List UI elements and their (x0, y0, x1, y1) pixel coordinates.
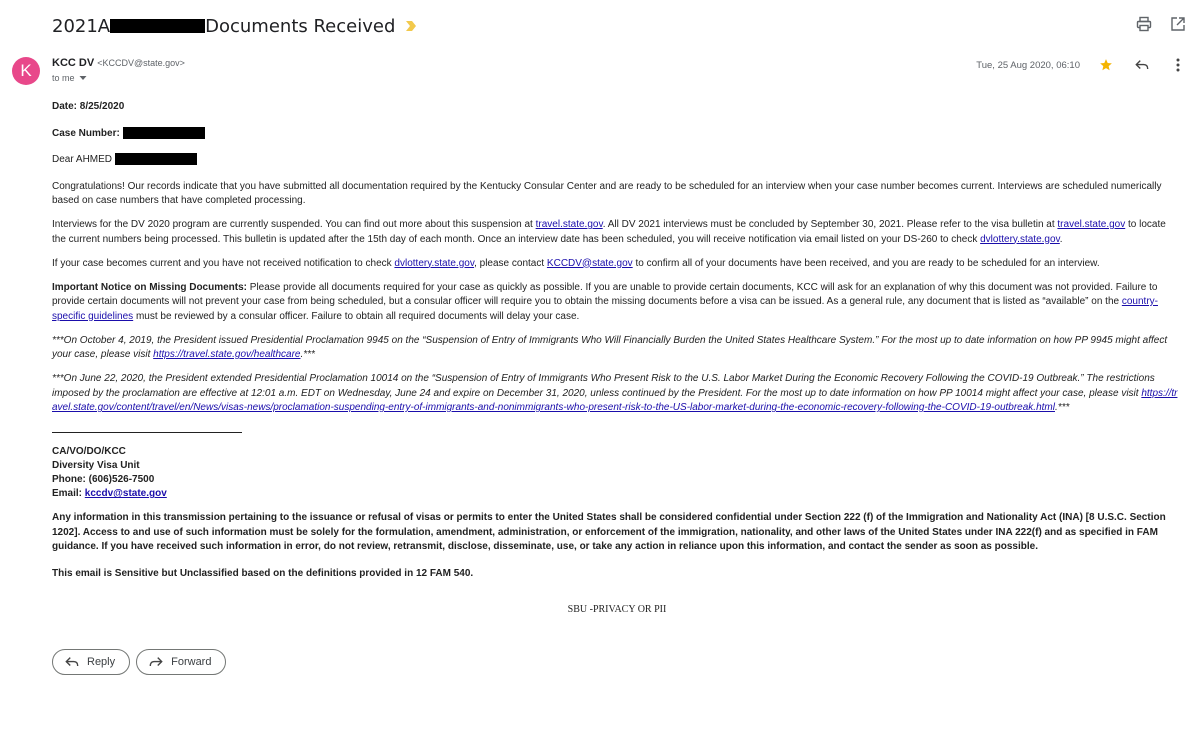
dvlottery-link[interactable]: dvlottery.state.gov (980, 233, 1060, 245)
p2-text-c: to locate the current numbers being processed. This bulletin is updated after the 15th day of each month. Once an interview date has been scheduled, you will receive notification via email listed on your DS-260 to check (52, 219, 1166, 245)
p4-text-a: Please provide all documents required for your case as quickly as possible. If you are unable to provide certain documents, KCC will ask for an explanation of why this document was not provided. Failure to provide certain documents will not prevent your case from being scheduled, but a consular officer will require you to obtain the missing documents before a visa can be issued. As a general rule, any document that is listed as “available” on the (52, 281, 1158, 307)
chevron-down-icon[interactable] (79, 73, 87, 83)
p3-text-a: If your case becomes current and you have not received notification to check (52, 257, 395, 269)
sender-info (52, 57, 185, 69)
sbu-footer: SBU -PRIVACY OR PII (567, 604, 667, 616)
subject-redaction (110, 19, 205, 33)
name-redaction (115, 153, 197, 165)
legal-notice: Any information in this transmission pertaining to the issuance or refusal of visas or permits to enter the United States shall be considered confidential under Section 222 (f) of the Immigration and Nationality Act (INA) [8 U.S.C. Section 1202]. Access to and use of such information must be solely for the formulation, amendment, administration, or enforcement of the immigration, nationality, and other laws of the United States under INA 222(f) and as specified in FAM guidance. If you have received such information in error, do not review, retransmit, disclose, disseminate, use, or take any action in reliance upon this information, and contact the sender as soon as possible. (52, 512, 1166, 553)
forward-label: Forward (171, 656, 212, 668)
star-icon[interactable] (1096, 55, 1116, 75)
avatar-letter: K (20, 61, 32, 80)
signature-email (52, 487, 1182, 501)
avatar (12, 57, 40, 85)
signature-phone: Phone: (606)526-7500 (52, 473, 155, 485)
visa-bulletin-link[interactable]: travel.state.gov (1057, 219, 1126, 230)
sender-email: <KCCDV@state.gov> (97, 58, 185, 68)
p3-text-b: , please contact (474, 257, 547, 269)
dvlottery-link-2[interactable]: dvlottery.state.gov (394, 257, 475, 269)
reply-icon[interactable] (1132, 55, 1152, 75)
salutation (52, 153, 1182, 168)
signature-email-link[interactable]: kccdv@state.gov (84, 488, 167, 500)
paragraph-1: Congratulations! Our records indicate that you have submitted all documentation required by the Kentucky Consular Center and are ready to be scheduled for an interview when your case number becomes current. Interviews are scheduled numerically based on case numbers that have completed processing. (52, 180, 1162, 206)
case-number-redaction (123, 127, 205, 139)
signature-divider (52, 432, 242, 433)
p6-text-b: .*** (1054, 402, 1070, 413)
subject-prefix: 2021A (52, 15, 111, 37)
healthcare-link[interactable]: https://travel.state.gov/healthcare (153, 349, 301, 360)
sender-name[interactable]: KCC DV (52, 57, 95, 69)
signature-office: CA/VO/DO/KCC (52, 445, 126, 457)
top-toolbar (1134, 14, 1188, 34)
reply-label: Reply (87, 656, 116, 668)
paragraph-5 (52, 334, 1182, 363)
salutation-text: Dear AHMED (52, 154, 113, 165)
paragraph-4 (52, 281, 1182, 325)
paragraph-3 (52, 257, 1182, 272)
email-body (52, 100, 1182, 618)
paragraph-2 (52, 218, 1182, 247)
recipient-label: to me (52, 73, 75, 83)
more-options-icon[interactable] (1168, 55, 1188, 75)
paragraph-6 (52, 372, 1182, 416)
country-guidelines-link[interactable]: country-specific guidelines (52, 296, 1158, 322)
email-subject (52, 16, 395, 37)
kccdv-email-link[interactable]: KCCDV@state.gov (546, 257, 633, 269)
subject-suffix: Documents Received (205, 15, 396, 37)
signature-email-label: Email: (52, 488, 85, 500)
p4-text-b: must be reviewed by a consular officer. Failure to obtain all required documents will delay your case. (133, 310, 580, 322)
importance-marker-icon[interactable] (405, 20, 417, 32)
reply-button[interactable] (52, 649, 130, 675)
print-icon[interactable] (1134, 14, 1154, 34)
p2-text-d: . (1059, 233, 1063, 245)
case-number-label: Case Number: (52, 127, 120, 139)
signature-block (52, 445, 1182, 502)
recipient-line (52, 73, 87, 83)
forward-arrow-icon (149, 655, 163, 669)
p5-text-a: ***On October 4, 2019, the President issued Presidential Proclamation 9945 on the “Suspension of Entry of Immigrants Who Will Financially Burden the United States Healthcare System.” For the most up to date information on how PP 9945 might affect your case, please visit (52, 334, 1168, 360)
p2-text-b: . All DV 2021 interviews must be concluded by September 30, 2021. Please refer to the visa bulletin at (602, 219, 1058, 230)
reply-arrow-icon (65, 655, 79, 669)
reply-actions (52, 649, 226, 675)
p3-text-c: to confirm all of your documents have been received, and you are ready to be scheduled for an interview. (632, 257, 1100, 269)
open-new-window-icon[interactable] (1168, 14, 1188, 34)
signature-unit: Diversity Visa Unit (52, 459, 140, 471)
travel-state-link[interactable]: travel.state.gov (535, 219, 603, 230)
p5-text-b: .*** (300, 349, 315, 360)
message-meta (976, 55, 1188, 75)
case-number-line (52, 127, 1182, 142)
message-date: Tue, 25 Aug 2020, 06:10 (976, 59, 1080, 71)
p2-text-a: Interviews for the DV 2020 program are currently suspended. You can find out more about this suspension at (52, 219, 536, 230)
forward-button[interactable] (136, 649, 226, 675)
subject-row (52, 12, 417, 40)
proclamation-link[interactable]: https://travel.state.gov/content/travel/en/News/visas-news/proclamation-suspending-entry-of-immigrants-and-nonimmigrants-who-present-risk-to-the-US-labor-market-during-the-economic-recovery-following-the-COVID-19-outbreak.html (52, 387, 1178, 413)
missing-docs-heading: Important Notice on Missing Documents: (52, 281, 248, 293)
date-line: Date: 8/25/2020 (52, 101, 125, 112)
sensitivity-notice: This email is Sensitive but Unclassified based on the definitions provided in 12 FAM 540. (52, 567, 474, 579)
p6-text-a: ***On June 22, 2020, the President extended Presidential Proclamation 10014 on the “Suspension of Entry of Immigrants Who Present Risk to the U.S. Labor Market During the Economic Recovery Following the COVID-19 Outbreak.” The restrictions imposed by the proclamation are effective at 12:01 a.m. EDT on Wednesday, June 24 and expire on December 31, 2020, unless continued by the President. For the most up to date information on how PP 10014 might affect your case, please visit (52, 373, 1155, 399)
